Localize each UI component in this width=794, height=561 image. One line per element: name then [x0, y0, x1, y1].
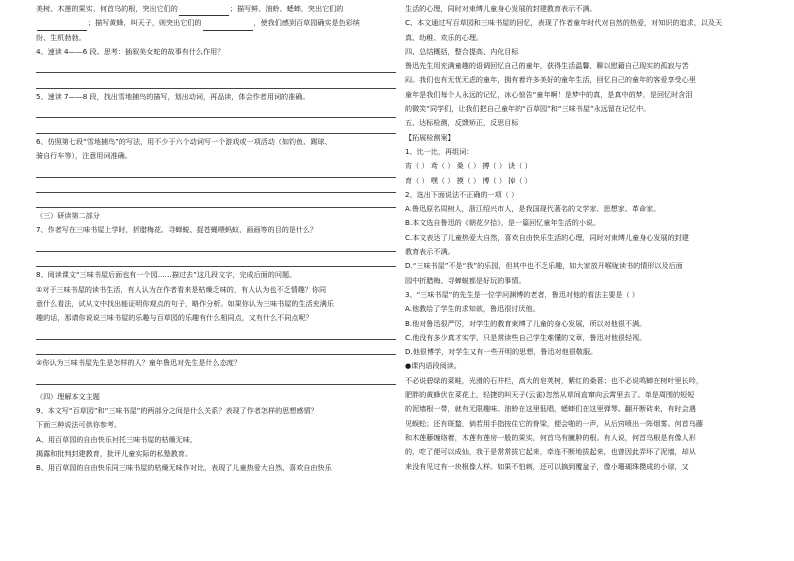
question-1: 1、比一比，再组词：: [405, 146, 474, 156]
passage-line: 的泥墙根一带，就有无限趣味。油蛉在这里低唱，蟋蟀们在这里弹琴。翻开断砖来，有时会遇: [405, 404, 696, 414]
question-6-cont: 骑自行车等），注意用词准确。: [36, 150, 132, 160]
question-2: 2、选出下面说法不正确的一项（ ）: [405, 189, 519, 199]
passage-line: 肥胖的黄蜂伏在菜花上，轻捷的叫天子(云雀)忽然从草间直窜向云霄里去了。单是周围的短短: [405, 390, 695, 400]
text-line: ；描写黄蜂，叫天子，则突出它们的 ，使我们感到百草园确实是色彩缤: [36, 16, 396, 30]
text-line: 鲁迅先生用充满童趣的语调回忆自己的童年，获得生活温馨，聊以慰藉自己现实的孤寂与苦: [405, 61, 689, 71]
question-8-part1-cont: 趣的话，那请你说说三味书屋的乐趣与百草园的乐趣有什么相同点，又有什么不同点呢？: [36, 313, 313, 323]
option-b: B.本文选自鲁迅的《朝花夕拾》，是一篇回忆童年生活的小说。: [405, 218, 601, 228]
option-c-cont: 教育表示不满。: [405, 247, 455, 257]
answer-line[interactable]: [36, 179, 396, 193]
option-a: A、用百草园的自由快乐衬托三味书屋的枯燥无味，: [36, 434, 197, 444]
text-line: 美树、木莲的果实、何首乌的根，突出它们的 ；描写鲜、油蛉、蟋蟀，突出它们的: [36, 2, 396, 16]
option-b: B、用百草园的自由快乐同三味书屋的枯燥无味作对比，表现了儿童热爱大自然、喜欢自由快乐: [36, 463, 332, 473]
question-8-part1-cont: 意什么看法，试从文中找出能证明你观点的句子，略作分析。如果你认为三味书屋的生活充满乐: [36, 298, 334, 308]
answer-line[interactable]: [36, 74, 396, 88]
question-5: 5、速读 7——8 段，找出雪地捕鸟的描写，划出动词，再品读，体会作者用词的准确。: [36, 91, 310, 101]
answer-line[interactable]: [36, 341, 396, 355]
section-heading: 四、总结概括，整合提高、内化目标: [405, 46, 519, 56]
section-heading: （三）研读第二部分: [36, 211, 100, 221]
question-8-part1: ①对于三味书屋的读书生活，有人认为在作者看来是枯燥乏味的，有人认为也不乏情趣？你同: [36, 284, 327, 294]
text-line: 真、幼稚、欢乐的心理。: [405, 32, 484, 42]
passage-line: 和木莲藤缠络着，木莲有莲房一般的果实，何首乌有臃肿的根。有人说，何首乌根是有像人形: [405, 432, 696, 442]
reading-heading: ●课内语段阅读。: [405, 361, 461, 371]
question-9-note: 下面三种说法可供你参考。: [36, 420, 122, 430]
passage-line: 的，吃了便可以成仙，我于是常常拔它起来，牵连不断地拔起来，也曾因此弄坏了泥墙，却从: [405, 447, 696, 457]
section-heading: （四）理解本文主题: [36, 391, 100, 401]
text-line: 纷、生机勃勃。: [36, 32, 86, 42]
answer-blank[interactable]: [179, 6, 229, 16]
answer-line[interactable]: [36, 253, 396, 267]
text-line: 的微笑”同学们，让我们把自己童年的“百草园”和“三味书屋”永远留在记忆中。: [405, 104, 651, 114]
option-a: A.鲁迅原名周树人，浙江绍兴市人，是我国现代著名的文学家、思想家、革命家。: [405, 204, 661, 214]
word-pair-row: 宵（ ） 鸢（ ） 桑（ ） 搏（ ） 诀（ ）: [405, 161, 532, 171]
section-heading: 五、达标检测，反馈矫正，反思目标: [405, 118, 519, 128]
word-pair-row: 育（ ） 嘿（ ） 摸（ ） 博（ ） 掉（ ）: [405, 175, 532, 185]
option-d: D.“三味书屋”不是“我”的乐园，但其中也不乏乐趣，如大家放开喉咙读书的情形以及后面: [405, 261, 683, 271]
answer-line[interactable]: [36, 104, 396, 118]
text-line: 生活的心理，同时对束缚儿童身心发展的封建教育表示不满。: [405, 4, 597, 13]
question-8: 8、阅读课文“三味书屋后面也有一个园……描过去”这几段文字，完成后面的问题。: [36, 270, 297, 280]
answer-line[interactable]: [36, 163, 396, 177]
option-a-cont: 揭露和批判封建教育，批评儿童实际的私塾教育。: [36, 448, 193, 458]
passage-line: 不必说碧绿的菜畦，光滑的石井栏，高大的皂荚树，紫红的桑葚；也不必说鸣蝉在树叶里长吟，: [405, 375, 703, 385]
question-6: 6、仿照第七段“雪地捕鸟”的写法，用不少于六个动词写一个游戏或一项活动（如钓鱼、踢球、: [36, 136, 332, 146]
answer-line[interactable]: [36, 119, 396, 133]
answer-blank[interactable]: [37, 21, 87, 31]
option-b: B.他对鲁迅很严厉，对学生的教育束缚了儿童的身心发展，所以对他很不满。: [405, 318, 647, 328]
left-column: [36, 2, 396, 476]
text-line: 闷。我们也有无忧无虑的童年，拥有着许多美好的童年生活，回忆自己的童年的客爱享受心里: [405, 75, 696, 85]
passage-line: 来没有见过有一块根像人样。如果不怕刺，还可以摘到覆盆子，像小珊瑚珠攒成的小球，又: [405, 461, 689, 471]
answer-blank[interactable]: [203, 21, 253, 31]
section-heading: 【拓展检测案】: [405, 132, 455, 142]
answer-line[interactable]: [36, 326, 396, 340]
passage-line: 见蜈蚣；还有斑蝥，倘若用手指按住它的脊梁，便会啪的一声，从后窍喷出一阵烟雾。何首乌藤: [405, 418, 703, 428]
answer-line[interactable]: [36, 59, 396, 73]
question-8-part2: ②你认为三味书屋先生是怎样的人？童年鲁迅对先生是什么态度？: [36, 358, 241, 368]
answer-line[interactable]: [36, 194, 396, 208]
option-d-cont: 园中折腊梅、寻蝉蜕都是好玩的事情。: [405, 275, 526, 285]
text-line: 童年是我们每个人永远的记忆，冰心惊告“童年啊！是梦中的真，是真中的梦，是回忆时含泪: [405, 89, 693, 99]
option-c: C.他没有多少真才实学，只是常读些自己学生难懂的文章，鲁迅对他很轻视。: [405, 332, 647, 342]
option-c: C、本文通过写百草园和三味书屋的回忆，表现了作者童年时代对自然的热爱，对知识的追求，以及天: [405, 18, 723, 28]
question-9: 9、本文写“百草园”和“三味书屋”的两部分之间是什么关系？表现了作者怎样的思想感情？: [36, 406, 318, 416]
right-column: [405, 2, 765, 474]
answer-line[interactable]: [36, 238, 396, 252]
option-d: D.他很博学，对学生又有一些开明的思想，鲁迅对他很敬服。: [405, 347, 598, 357]
question-3: 3、“三味书屋”的先生是一位学问渊博的老者，鲁迅对他的看法主要是（ ）: [405, 289, 640, 299]
question-7: 7、作者写在三味书屋上学时，折腊梅花、寻蝉蜕、捉苍蝇喂蚂蚁、画画等的目的是什么？: [36, 225, 318, 235]
option-a: A.他教给了学生的求知欲，鲁迅很讨厌他。: [405, 304, 540, 314]
answer-line[interactable]: [36, 370, 396, 384]
option-c: C.本文表达了儿童热爱大自然，喜欢自由快乐生活的心理，同时对束缚儿童身心发展的封建: [405, 232, 689, 242]
question-4: 4、速读 4——6 段。思考：插叙美女蛇的故事有什么作用？: [36, 46, 225, 56]
